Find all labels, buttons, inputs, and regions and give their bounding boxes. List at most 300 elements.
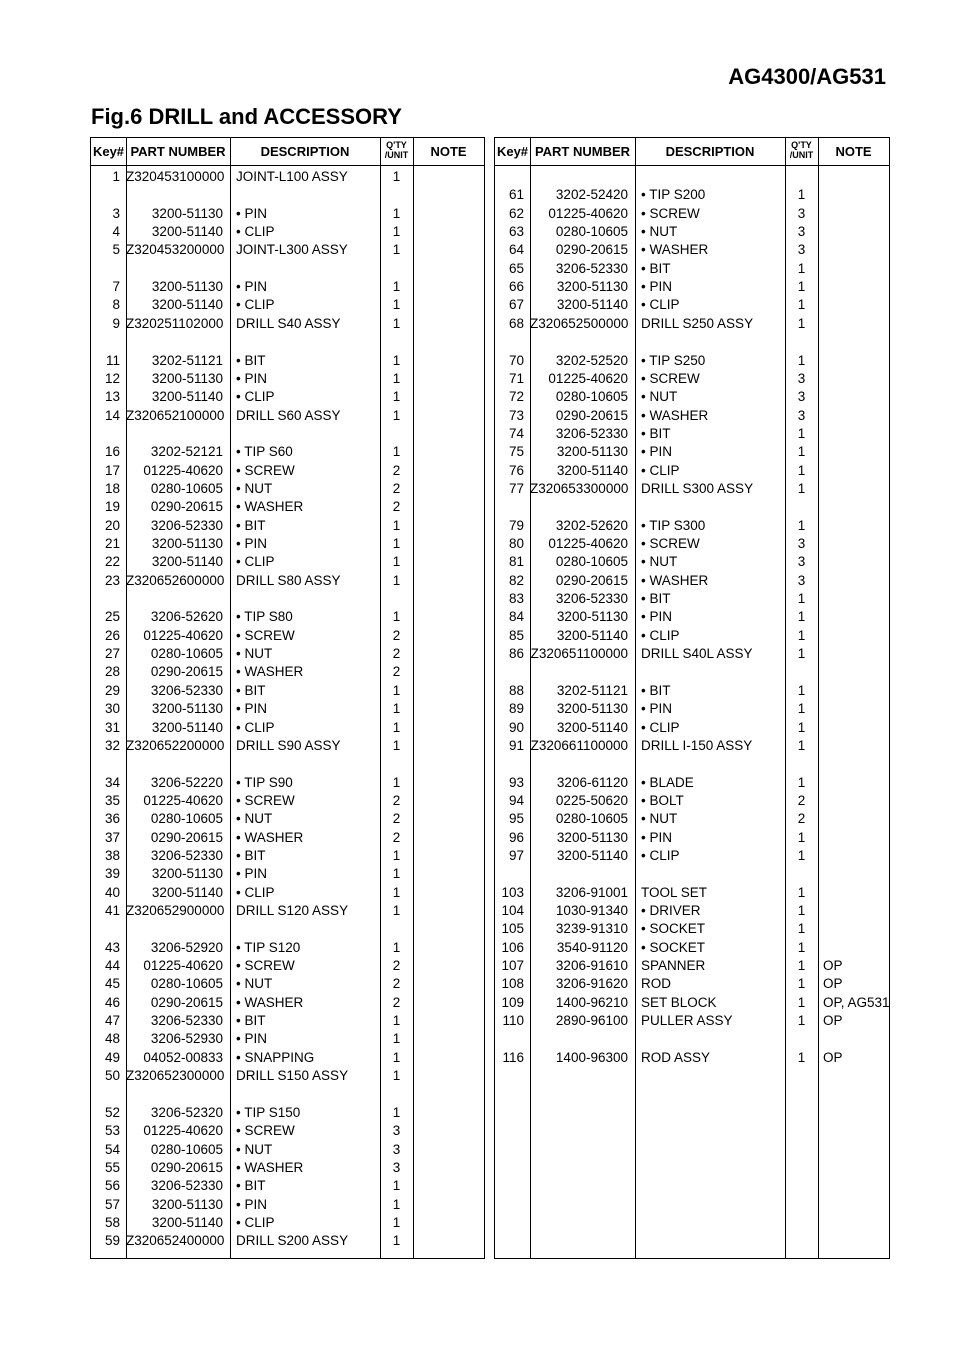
table-row xyxy=(91,1196,484,1214)
row-qty: 3 xyxy=(797,536,806,551)
table-row xyxy=(91,1159,484,1177)
row-description: • SCREW xyxy=(236,462,295,478)
table-row xyxy=(495,737,889,755)
table-row xyxy=(91,1049,484,1067)
row-key: 88 xyxy=(508,682,524,698)
row-part-number: 01225-40620 xyxy=(143,627,223,643)
table-row xyxy=(91,352,484,370)
row-key: 13 xyxy=(104,389,120,405)
row-description: • PIN xyxy=(236,1031,267,1047)
table-row xyxy=(495,535,889,553)
table-row xyxy=(495,957,889,975)
row-qty: 1 xyxy=(797,279,806,295)
table-row xyxy=(495,682,889,700)
row-key: 50 xyxy=(104,1068,120,1084)
table-row xyxy=(495,462,889,480)
row-qty: 3 xyxy=(797,389,806,405)
row-qty: 1 xyxy=(797,719,806,735)
row-part-number: 01225-40620 xyxy=(143,1123,223,1139)
row-qty: 1 xyxy=(797,682,806,698)
row-description: TOOL SET xyxy=(641,884,708,900)
table-row xyxy=(91,627,484,645)
header-part-number: PART NUMBER xyxy=(534,144,631,159)
row-note: OP, AG531 xyxy=(823,994,890,1010)
row-part-number: 3206-52620 xyxy=(150,609,223,625)
row-description: • CLIP xyxy=(236,554,275,570)
row-part-number: 3206-52330 xyxy=(555,425,628,441)
row-qty: 1 xyxy=(392,737,401,753)
row-description: • PIN xyxy=(236,205,267,221)
row-description: • CLIP xyxy=(641,297,680,313)
row-description: • PIN xyxy=(236,536,267,551)
row-key: 81 xyxy=(508,554,524,570)
row-qty: 1 xyxy=(797,976,806,992)
row-note: OP xyxy=(823,976,843,992)
header-key: Key# xyxy=(496,144,529,159)
row-key: 35 xyxy=(104,792,120,808)
row-description: • CLIP xyxy=(236,297,275,313)
table-row xyxy=(91,498,484,516)
row-part-number: Z320652400000 xyxy=(126,1233,225,1249)
row-description: • PIN xyxy=(236,701,267,717)
table-row xyxy=(91,737,484,755)
table-row xyxy=(91,205,484,223)
table-row xyxy=(91,1030,484,1048)
header-qty-line2: /UNIT xyxy=(384,150,409,160)
row-qty: 1 xyxy=(392,701,401,717)
row-part-number: Z320653300000 xyxy=(530,480,629,496)
row-qty: 1 xyxy=(392,169,401,184)
row-description: • WASHER xyxy=(236,664,304,680)
table-row xyxy=(495,480,889,498)
row-description: ROD ASSY xyxy=(641,1049,711,1065)
row-qty: 1 xyxy=(392,444,401,460)
row-qty: 1 xyxy=(797,517,806,533)
row-key: 72 xyxy=(508,389,524,405)
row-part-number: 0290-20615 xyxy=(150,499,223,515)
row-part-number: 3200-51140 xyxy=(556,719,628,735)
row-key: 4 xyxy=(112,224,120,240)
row-description: • NUT xyxy=(236,480,273,496)
row-qty: 1 xyxy=(797,591,806,607)
row-key: 25 xyxy=(104,609,120,625)
row-description: • PIN xyxy=(641,444,672,460)
row-qty: 2 xyxy=(392,480,401,496)
table-header xyxy=(91,138,484,166)
row-qty: 1 xyxy=(797,994,806,1010)
header-description: DESCRIPTION xyxy=(260,144,350,159)
row-key: 79 xyxy=(508,517,524,533)
row-part-number: Z320651100000 xyxy=(530,646,628,662)
row-part-number: 3200-51140 xyxy=(151,719,223,735)
row-key: 11 xyxy=(105,352,120,368)
row-part-number: 3206-52330 xyxy=(150,1178,223,1194)
row-key: 74 xyxy=(508,425,524,441)
row-part-number: 2890-96100 xyxy=(555,1013,628,1029)
row-key: 83 xyxy=(508,591,524,607)
row-part-number: 01225-40620 xyxy=(548,536,628,551)
table-row xyxy=(91,1177,484,1195)
header-part-number: PART NUMBER xyxy=(130,144,226,159)
row-part-number: 3206-52330 xyxy=(555,260,628,276)
row-key: 23 xyxy=(104,572,120,588)
row-description: • BIT xyxy=(236,1013,266,1029)
row-description: • TIP S150 xyxy=(236,1104,301,1120)
table-row xyxy=(495,829,889,847)
row-part-number: 3206-52330 xyxy=(150,682,223,698)
row-key: 9 xyxy=(112,315,120,331)
row-description: • NUT xyxy=(236,811,273,827)
row-key: 38 xyxy=(104,847,120,863)
row-part-number: Z320453200000 xyxy=(126,242,225,258)
row-part-number: 0280-10605 xyxy=(555,554,628,570)
row-description: DRILL S40 ASSY xyxy=(236,315,341,331)
table-row xyxy=(91,774,484,792)
table-row xyxy=(495,994,889,1012)
table-row xyxy=(91,700,484,718)
row-qty: 1 xyxy=(392,609,401,625)
table-row xyxy=(91,278,484,296)
row-description: • PIN xyxy=(641,829,672,845)
row-description: DRILL S90 ASSY xyxy=(236,737,341,753)
row-qty: 3 xyxy=(797,554,806,570)
row-description: • TIP S120 xyxy=(236,939,301,955)
row-key: 1 xyxy=(112,169,120,184)
table-row xyxy=(91,480,484,498)
row-qty: 1 xyxy=(392,682,401,698)
row-qty: 3 xyxy=(392,1159,401,1175)
row-part-number: 01225-40620 xyxy=(143,792,223,808)
row-description: • SCREW xyxy=(236,627,295,643)
row-key: 94 xyxy=(508,792,524,808)
table-row xyxy=(91,884,484,902)
row-qty: 3 xyxy=(392,1123,401,1139)
row-part-number: 3206-61120 xyxy=(556,774,628,790)
table-row xyxy=(91,388,484,406)
row-part-number: 3200-51140 xyxy=(151,884,223,900)
row-part-number: 01225-40620 xyxy=(548,205,628,221)
row-part-number: 3200-51130 xyxy=(556,609,628,625)
row-key: 108 xyxy=(501,976,524,992)
row-key: 86 xyxy=(508,646,524,662)
header-qty-line1: Q'TY xyxy=(386,140,407,150)
row-qty: 1 xyxy=(392,352,401,368)
row-description: • CLIP xyxy=(236,719,275,735)
row-description: • TIP S80 xyxy=(236,609,293,625)
parts-table-left xyxy=(90,137,485,1259)
table-row xyxy=(91,682,484,700)
row-description: DRILL S200 ASSY xyxy=(236,1233,349,1249)
table-row xyxy=(91,902,484,920)
row-part-number: 3206-52330 xyxy=(150,517,223,533)
row-qty: 1 xyxy=(392,1214,401,1230)
row-part-number: 0290-20615 xyxy=(150,829,223,845)
row-key: 57 xyxy=(104,1196,120,1212)
header-qty xyxy=(785,138,818,165)
row-qty: 1 xyxy=(392,1233,401,1249)
row-description: • SCREW xyxy=(641,370,700,386)
table-row xyxy=(91,443,484,461)
row-key: 106 xyxy=(501,939,524,955)
row-part-number: 3206-52330 xyxy=(555,591,628,607)
row-part-number: 3239-91310 xyxy=(555,921,628,937)
table-row xyxy=(495,370,889,388)
table-row xyxy=(91,608,484,626)
row-qty: 2 xyxy=(392,462,401,478)
row-part-number: 3200-51130 xyxy=(151,279,223,295)
table-row xyxy=(495,975,889,993)
row-key: 45 xyxy=(104,976,120,992)
table-row xyxy=(91,572,484,590)
row-part-number: 3200-51130 xyxy=(151,370,223,386)
row-qty: 3 xyxy=(797,370,806,386)
row-part-number: 0290-20615 xyxy=(150,994,223,1010)
row-qty: 1 xyxy=(797,260,806,276)
row-part-number: 3200-51130 xyxy=(151,701,223,717)
row-description: • PIN xyxy=(641,609,672,625)
row-part-number: 3206-52220 xyxy=(150,774,223,790)
row-key: 41 xyxy=(104,903,120,918)
table-row xyxy=(91,792,484,810)
table-row xyxy=(91,847,484,865)
table-row xyxy=(91,829,484,847)
row-description: • CLIP xyxy=(236,1214,275,1230)
row-description: DRILL S60 ASSY xyxy=(236,407,341,423)
row-description: • BLADE xyxy=(641,774,694,790)
table-row xyxy=(495,443,889,461)
row-key: 26 xyxy=(104,627,120,643)
row-part-number: 0280-10605 xyxy=(150,976,223,992)
row-part-number: Z320652200000 xyxy=(126,737,225,753)
table-row xyxy=(91,994,484,1012)
table-row xyxy=(91,535,484,553)
row-part-number: 3206-52320 xyxy=(150,1104,223,1120)
row-key: 67 xyxy=(508,297,524,313)
row-qty: 3 xyxy=(797,572,806,588)
row-part-number: 3206-91610 xyxy=(555,958,628,974)
row-description: • NUT xyxy=(641,811,678,827)
row-note: OP xyxy=(823,958,843,974)
row-part-number: 3200-51140 xyxy=(151,1214,223,1230)
row-description: • PIN xyxy=(236,279,267,295)
row-description: • WASHER xyxy=(641,572,709,588)
row-part-number: 3206-52330 xyxy=(150,847,223,863)
row-qty: 1 xyxy=(797,921,806,937)
row-part-number: 01225-40620 xyxy=(143,462,223,478)
row-description: DRILL S80 ASSY xyxy=(236,572,341,588)
row-note: OP xyxy=(823,1013,843,1029)
row-description: • TIP S300 xyxy=(641,517,706,533)
row-key: 40 xyxy=(104,884,120,900)
row-qty: 1 xyxy=(797,609,806,625)
row-part-number: 3202-51121 xyxy=(151,352,223,368)
row-key: 49 xyxy=(104,1049,120,1065)
table-header xyxy=(495,138,889,166)
row-key: 58 xyxy=(104,1214,120,1230)
row-key: 70 xyxy=(508,352,524,368)
row-key: 52 xyxy=(104,1104,120,1120)
table-row xyxy=(495,719,889,737)
table-row xyxy=(495,627,889,645)
row-key: 5 xyxy=(112,242,120,258)
row-qty: 1 xyxy=(392,279,401,295)
table-row xyxy=(495,278,889,296)
row-key: 53 xyxy=(104,1123,120,1139)
row-key: 32 xyxy=(104,737,120,753)
row-qty: 1 xyxy=(797,425,806,441)
row-part-number: 3200-51140 xyxy=(151,224,223,240)
row-qty: 1 xyxy=(392,1031,401,1047)
row-key: 54 xyxy=(104,1141,120,1157)
table-row xyxy=(495,774,889,792)
row-qty: 1 xyxy=(392,1068,401,1084)
row-qty: 1 xyxy=(797,352,806,368)
row-description: • BIT xyxy=(236,1178,266,1194)
row-part-number: 3206-52920 xyxy=(150,939,223,955)
row-part-number: Z320652600000 xyxy=(126,572,225,588)
table-row xyxy=(495,407,889,425)
row-part-number: 0280-10605 xyxy=(150,811,223,827)
row-description: • TIP S90 xyxy=(236,774,293,790)
row-description: • PIN xyxy=(641,701,672,717)
row-key: 44 xyxy=(104,958,120,974)
row-key: 22 xyxy=(104,554,120,570)
row-part-number: 0290-20615 xyxy=(150,1159,223,1175)
row-description: • WASHER xyxy=(641,242,709,258)
row-part-number: 3200-51140 xyxy=(556,627,628,643)
row-qty: 1 xyxy=(392,719,401,735)
row-key: 95 xyxy=(508,811,524,827)
row-key: 63 xyxy=(508,224,524,240)
row-key: 43 xyxy=(104,939,120,955)
row-qty: 1 xyxy=(392,903,401,918)
row-part-number: 0290-20615 xyxy=(150,664,223,680)
table-row xyxy=(91,1141,484,1159)
row-description: • NUT xyxy=(641,554,678,570)
row-qty: 1 xyxy=(392,242,401,258)
row-part-number: 0280-10605 xyxy=(555,224,628,240)
row-qty: 1 xyxy=(797,884,806,900)
row-description: DRILL S250 ASSY xyxy=(641,315,754,331)
table-row xyxy=(495,205,889,223)
row-qty: 1 xyxy=(392,224,401,240)
row-qty: 1 xyxy=(392,297,401,313)
row-description: • CLIP xyxy=(641,719,680,735)
header-note: NOTE xyxy=(835,144,872,159)
table-row xyxy=(91,663,484,681)
row-description: • CLIP xyxy=(641,847,680,863)
row-part-number: 3200-51130 xyxy=(556,279,628,295)
row-qty: 1 xyxy=(392,407,401,423)
row-description: ROD xyxy=(641,976,671,992)
table-row xyxy=(495,352,889,370)
row-qty: 1 xyxy=(392,389,401,405)
row-part-number: 3206-52330 xyxy=(150,1013,223,1029)
header-qty-line1: Q'TY xyxy=(791,140,812,150)
row-qty: 1 xyxy=(392,1178,401,1194)
table-row xyxy=(91,975,484,993)
row-key: 14 xyxy=(104,407,120,423)
row-key: 59 xyxy=(104,1233,120,1249)
row-qty: 1 xyxy=(797,1013,806,1029)
row-key: 104 xyxy=(501,903,524,918)
row-key: 90 xyxy=(508,719,524,735)
table-row xyxy=(495,388,889,406)
row-qty: 1 xyxy=(797,829,806,845)
table-row xyxy=(91,517,484,535)
row-qty: 1 xyxy=(797,701,806,717)
row-key: 28 xyxy=(104,664,120,680)
table-row xyxy=(91,810,484,828)
row-qty: 1 xyxy=(392,774,401,790)
table-row xyxy=(495,902,889,920)
row-key: 7 xyxy=(112,279,120,295)
row-key: 19 xyxy=(104,499,120,515)
row-qty: 3 xyxy=(797,224,806,240)
row-part-number: Z320652100000 xyxy=(126,407,225,423)
row-description: • WASHER xyxy=(236,994,304,1010)
row-part-number: 1400-96300 xyxy=(555,1049,628,1065)
row-key: 97 xyxy=(508,847,524,863)
row-qty: 2 xyxy=(392,792,401,808)
row-qty: 2 xyxy=(392,664,401,680)
row-qty: 1 xyxy=(797,939,806,955)
row-part-number: Z320652300000 xyxy=(126,1068,225,1084)
row-key: 56 xyxy=(104,1178,120,1194)
row-description: • CLIP xyxy=(236,389,275,405)
table-row xyxy=(91,370,484,388)
row-key: 3 xyxy=(112,205,120,221)
row-key: 16 xyxy=(104,444,120,460)
row-key: 76 xyxy=(508,462,524,478)
row-key: 84 xyxy=(508,609,524,625)
table-row xyxy=(91,296,484,314)
row-qty: 2 xyxy=(392,958,401,974)
table-row xyxy=(495,645,889,663)
table-row xyxy=(91,1214,484,1232)
table-row xyxy=(91,168,484,186)
row-key: 107 xyxy=(501,958,524,974)
row-qty: 1 xyxy=(392,1104,401,1120)
row-description: • TIP S200 xyxy=(641,187,706,203)
row-description: DRILL I-150 ASSY xyxy=(641,737,753,753)
row-qty: 1 xyxy=(797,480,806,496)
row-qty: 1 xyxy=(392,536,401,551)
row-description: • SOCKET xyxy=(641,921,705,937)
row-description: • WASHER xyxy=(236,499,304,515)
row-part-number: 3206-91001 xyxy=(555,884,628,900)
row-part-number: 3202-52520 xyxy=(555,352,628,368)
row-qty: 2 xyxy=(392,976,401,992)
row-description: • TIP S250 xyxy=(641,352,706,368)
row-part-number: Z320453100000 xyxy=(126,169,225,184)
row-description: • SCREW xyxy=(641,536,700,551)
table-row xyxy=(91,1232,484,1250)
table-row xyxy=(495,296,889,314)
row-qty: 1 xyxy=(392,866,401,882)
row-key: 64 xyxy=(508,242,524,258)
model-number: AG4300/AG531 xyxy=(728,64,886,89)
row-description: • SCREW xyxy=(236,1123,295,1139)
row-qty: 1 xyxy=(392,1049,401,1065)
row-part-number: 3200-51130 xyxy=(556,829,628,845)
row-qty: 1 xyxy=(797,297,806,313)
table-row xyxy=(91,1067,484,1085)
row-description: • CLIP xyxy=(236,224,275,240)
row-description: • SCREW xyxy=(641,205,700,221)
row-part-number: 04052-00833 xyxy=(143,1049,223,1065)
row-key: 37 xyxy=(104,829,120,845)
